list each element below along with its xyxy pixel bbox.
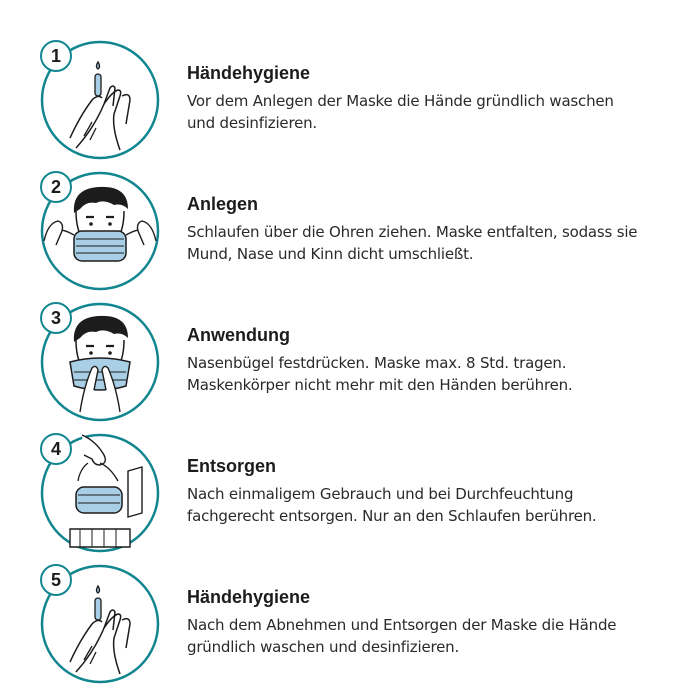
description-line: Vor dem Anlegen der Maske die Hände gründlich waschen [187,92,614,110]
description-line: Nach einmaligem Gebrauch und bei Durchfeuchtung [187,485,574,503]
step-description [187,483,667,527]
description-line: Maskenkörper nicht mehr mit den Händen berühren. [187,376,573,394]
step-4 [0,433,700,563]
step-number-badge: 4 [40,433,72,465]
description-line: gründlich waschen und desinfizieren. [187,638,460,656]
step-3 [0,302,700,432]
step-text [187,193,667,265]
step-2 [0,171,700,301]
step-description [187,221,667,265]
step-title: Entsorgen [187,456,277,476]
step-description [187,90,667,134]
step-illustration [40,564,160,684]
step-number-badge: 5 [40,564,72,596]
step-text [187,586,667,658]
step-title: Anlegen [187,194,259,214]
step-5 [0,564,700,694]
step-description [187,352,667,396]
step-illustration [40,302,160,422]
step-illustration [40,433,160,553]
description-line: fachgerecht entsorgen. Nur an den Schlaufen berühren. [187,507,597,525]
description-line: Nasenbügel festdrücken. Maske max. 8 Std. tragen. [187,354,567,372]
step-1 [0,40,700,170]
description-line: Schlaufen über die Ohren ziehen. Maske entfalten, sodass sie [187,223,638,241]
step-title: Händehygiene [187,587,311,607]
step-number-badge: 3 [40,302,72,334]
step-illustration [40,171,160,291]
step-text [187,62,667,134]
description-line: Nach dem Abnehmen und Entsorgen der Maske die Hände [187,616,617,634]
step-title: Händehygiene [187,63,311,83]
step-number-badge: 2 [40,171,72,203]
description-line: Mund, Nase und Kinn dicht umschließt. [187,245,474,263]
step-illustration [40,40,160,160]
step-text [187,455,667,527]
step-text [187,324,667,396]
step-number-badge: 1 [40,40,72,72]
description-line: und desinfizieren. [187,114,318,132]
step-description [187,614,667,658]
step-title: Anwendung [187,325,290,345]
